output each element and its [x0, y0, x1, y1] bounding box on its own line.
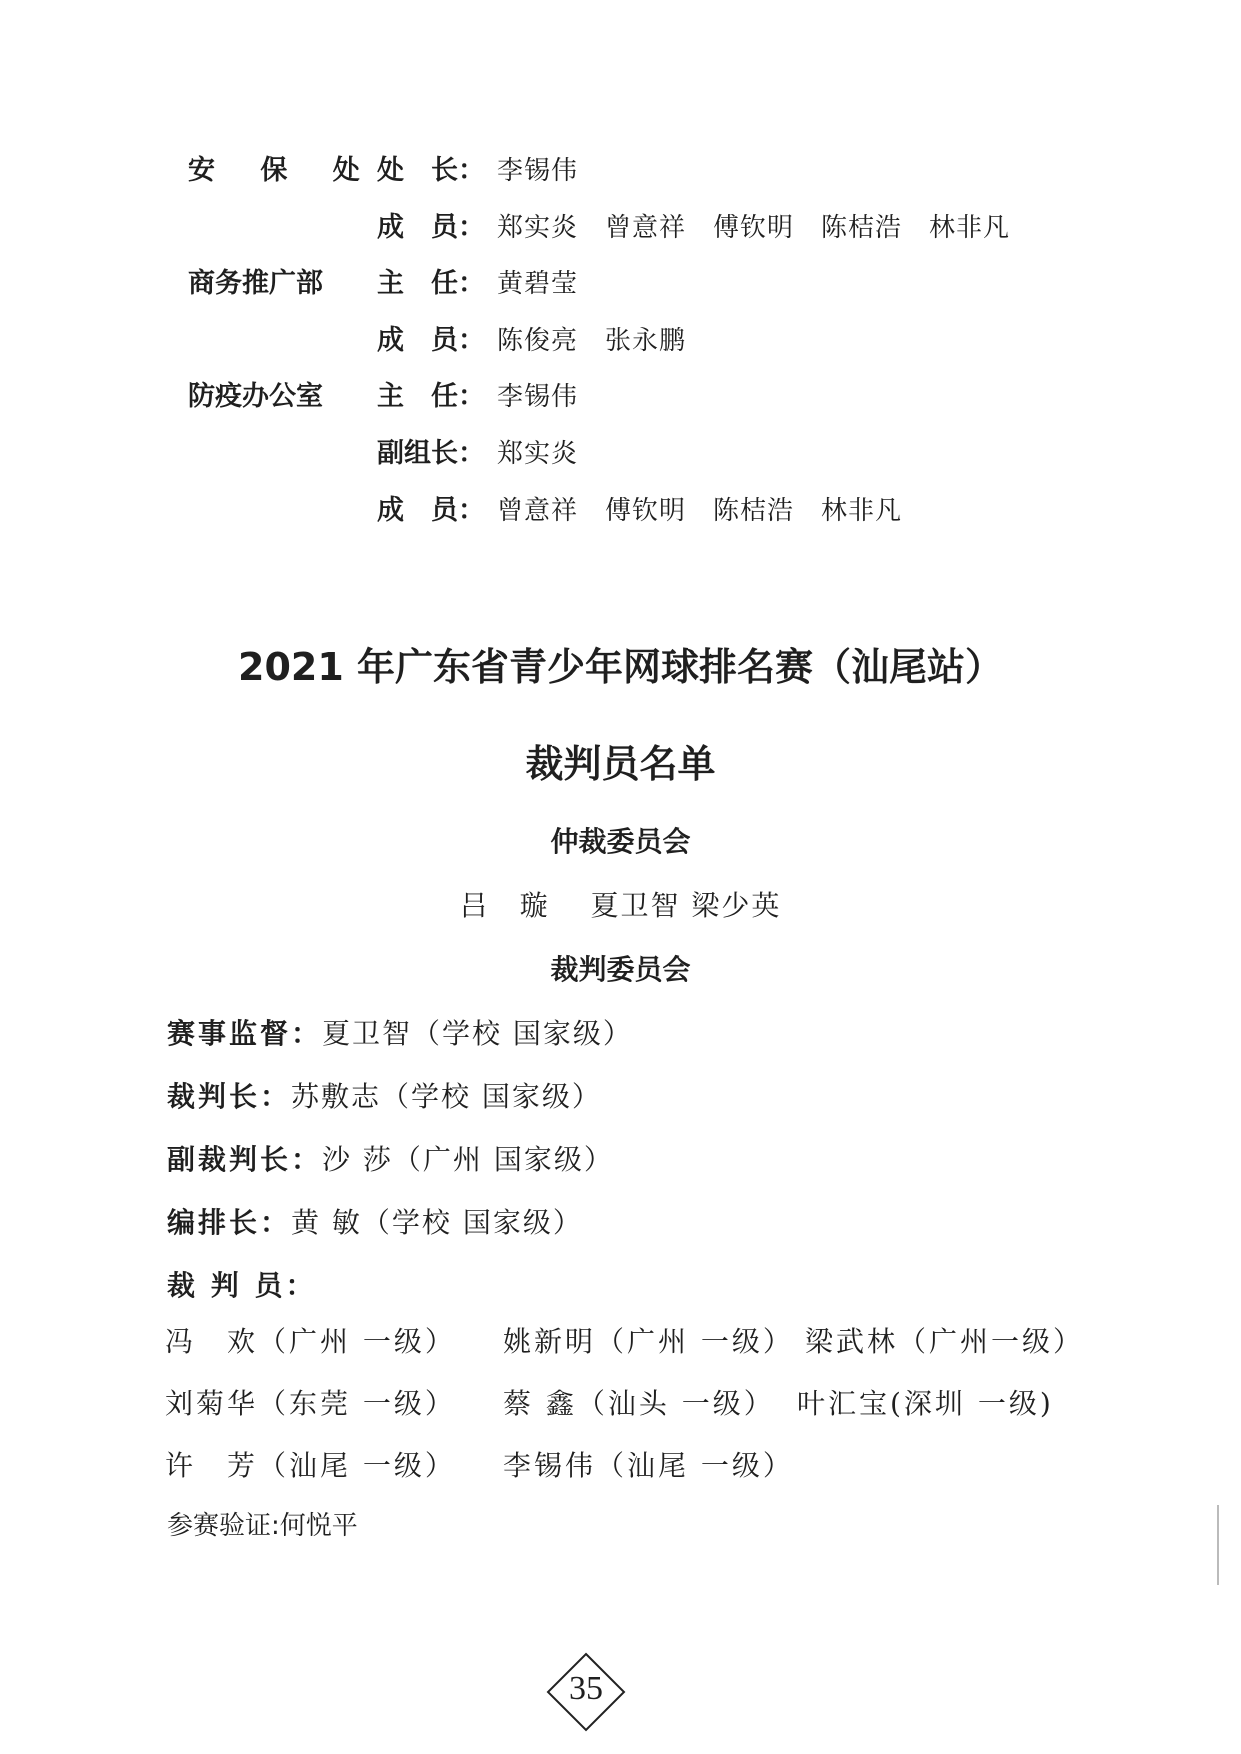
referees-heading — [167, 1264, 317, 1304]
member-names: 郑实炎 曾意祥 傅钦明 陈桔浩 林非凡 — [497, 213, 1011, 243]
role-label: 主 任： — [377, 381, 485, 412]
document-title: 2021 年广东省青少年网球排名赛（汕尾站） — [238, 645, 1003, 689]
member-names: 郑实炎 — [497, 439, 579, 469]
role-label: 处 长： — [377, 155, 485, 186]
role-label: 副裁判长： — [167, 1143, 323, 1176]
document-subtitle: 裁判员名单 — [525, 742, 716, 786]
referee-entry: 姚新明（广州 一级） — [503, 1325, 794, 1358]
referee-entry: 冯 欢（广州 一级） — [165, 1325, 456, 1358]
page-number: 35 — [569, 1670, 603, 1707]
role-line-chief-referee — [167, 1075, 602, 1115]
referee-entry: 许 芳（汕尾 一级） — [165, 1449, 456, 1482]
role-line-supervisor — [167, 1012, 633, 1052]
dept-label: 防疫办公室 — [188, 381, 323, 412]
member-names: 曾意祥 傅钦明 陈桔浩 林非凡 — [497, 496, 903, 526]
role-label: 编排长： — [167, 1206, 292, 1239]
role-label: 裁 判 员： — [167, 1269, 317, 1302]
arbitration-heading: 仲裁委员会 — [550, 825, 691, 858]
member-names: 黄碧莹 — [497, 269, 579, 299]
role-value: 苏敷志（学校 国家级） — [291, 1080, 602, 1113]
verification-line: 参赛验证:何悦平 — [167, 1511, 358, 1541]
role-label: 成 员： — [377, 495, 485, 526]
role-line-scheduler — [167, 1201, 583, 1241]
role-label: 成 员： — [377, 212, 485, 243]
role-label: 副组长： — [377, 438, 485, 469]
referee-entry: 蔡 鑫（汕头 一级） — [503, 1387, 775, 1420]
role-value: 沙 莎（广州 国家级） — [322, 1143, 614, 1176]
scan-edge-line — [1217, 1505, 1219, 1585]
role-label: 裁判长： — [167, 1080, 292, 1113]
member-names: 陈俊亮 张永鹏 — [497, 326, 687, 356]
member-names: 李锡伟 — [497, 382, 579, 412]
role-value: 黄 敏（学校 国家级） — [291, 1206, 583, 1239]
referee-entry: 叶汇宝(深圳 一级) — [797, 1387, 1054, 1420]
dept-label: 安 保 处 — [188, 155, 378, 186]
referee-entry: 刘菊华（东莞 一级） — [165, 1387, 456, 1420]
referee-committee-heading: 裁判委员会 — [550, 953, 691, 986]
role-label: 主 任： — [377, 268, 485, 299]
member-names: 李锡伟 — [497, 156, 579, 186]
page-number-badge — [546, 1652, 626, 1732]
role-label: 赛事监督： — [167, 1017, 323, 1050]
dept-label: 商务推广部 — [188, 268, 323, 299]
role-line-deputy-chief — [167, 1138, 614, 1178]
role-value: 夏卫智（学校 国家级） — [322, 1017, 633, 1050]
role-label: 成 员： — [377, 325, 485, 356]
arbitration-members: 吕 璇 夏卫智 梁少英 — [459, 889, 782, 922]
referee-entry: 梁武林（广州一级） — [805, 1325, 1085, 1358]
referee-entry: 李锡伟（汕尾 一级） — [503, 1449, 794, 1482]
